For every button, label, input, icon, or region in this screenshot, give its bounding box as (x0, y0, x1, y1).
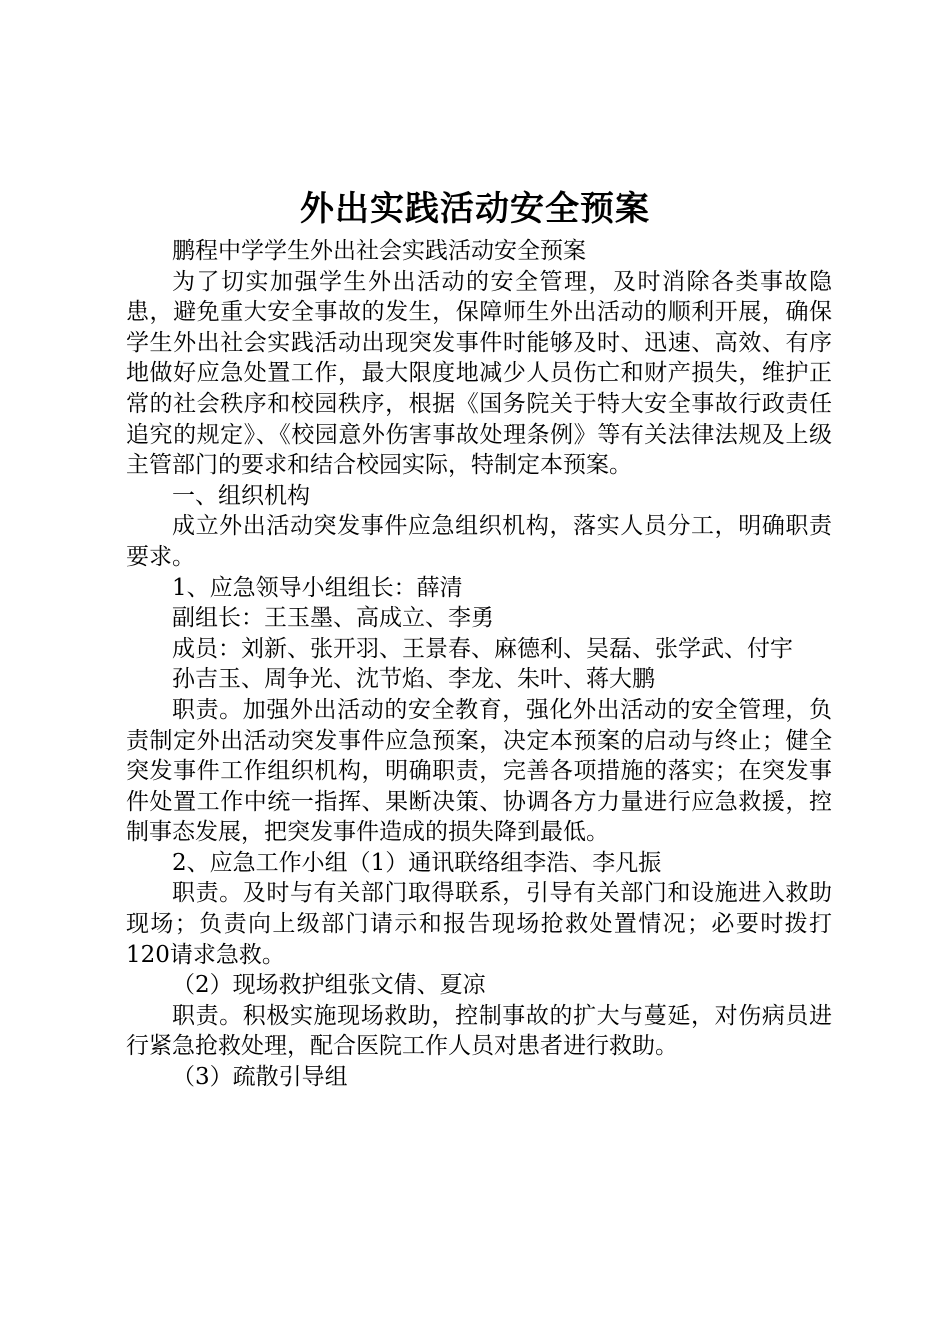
paragraph-intro: 为了切实加强学生外出活动的安全管理，及时消除各类事故隐患，避免重大安全事故的发生，保障师生外出活动的顺利开展，确保学生外出社会实践活动出现突发事件时能够及时、迅速、高效、有序地做好应急处置工作，最大限度地减少人员伤亡和财产损失，维护正常的社会秩序和校园秩序，根据《国务院关于特大安全事故行政责任追究的规定》、《校园意外伤害事故处理条例》等有关法律法规及上级主管部门的要求和结合校园实际，特制定本预案。 (126, 268, 832, 479)
paragraph-members-continued: 孙吉玉、周争光、沈节焰、李龙、朱叶、蒋大鹏 (172, 666, 655, 693)
paragraph-leader: 1、应急领导小组组长：薛清 (172, 574, 463, 601)
paragraph-subtitle: 鹏程中学学生外出社会实践活动安全预案 (172, 238, 586, 264)
document-title: 外出实践活动安全预案 (300, 189, 650, 229)
paragraph-communication-duties: 职责。及时与有关部门取得联系，引导有关部门和设施进入救助现场；负责向上级部门请示和报告现场抢救处置情况；必要时拨打120请求急救。 (126, 880, 832, 968)
paragraph-evacuation-group: （3）疏散引导组 (172, 1064, 348, 1091)
document-body (126, 236, 832, 1093)
paragraph-working-group: 2、应急工作小组（1）通讯联络组李浩、李凡振 (172, 849, 662, 876)
section-heading-organization: 一、组织机构 (172, 482, 310, 509)
paragraph-deputy-leader: 副组长：王玉墨、高成立、李勇 (172, 605, 494, 632)
paragraph-rescue-duties: 职责。积极实施现场救助，控制事故的扩大与蔓延，对伤病员进行紧急抢救处理，配合医院工作人员对患者进行救助。 (126, 1002, 832, 1060)
paragraph-members: 成员：刘新、张开羽、王景春、麻德利、吴磊、张学武、付宇 (172, 635, 793, 662)
paragraph-leader-duties: 职责。加强外出活动的安全教育，强化外出活动的安全管理，负责制定外出活动突发事件应急预案，决定本预案的启动与终止；健全突发事件工作组织机构，明确职责，完善各项措施的落实；在突发事件处置工作中统一指挥、果断决策、协调各方力量进行应急救援，控制事态发展，把突发事件造成的损失降到最低。 (126, 696, 832, 846)
paragraph-rescue-group: （2）现场救护组张文倩、夏凉 (172, 972, 486, 999)
paragraph-organization: 成立外出活动突发事件应急组织机构，落实人员分工，明确职责要求。 (126, 513, 832, 570)
